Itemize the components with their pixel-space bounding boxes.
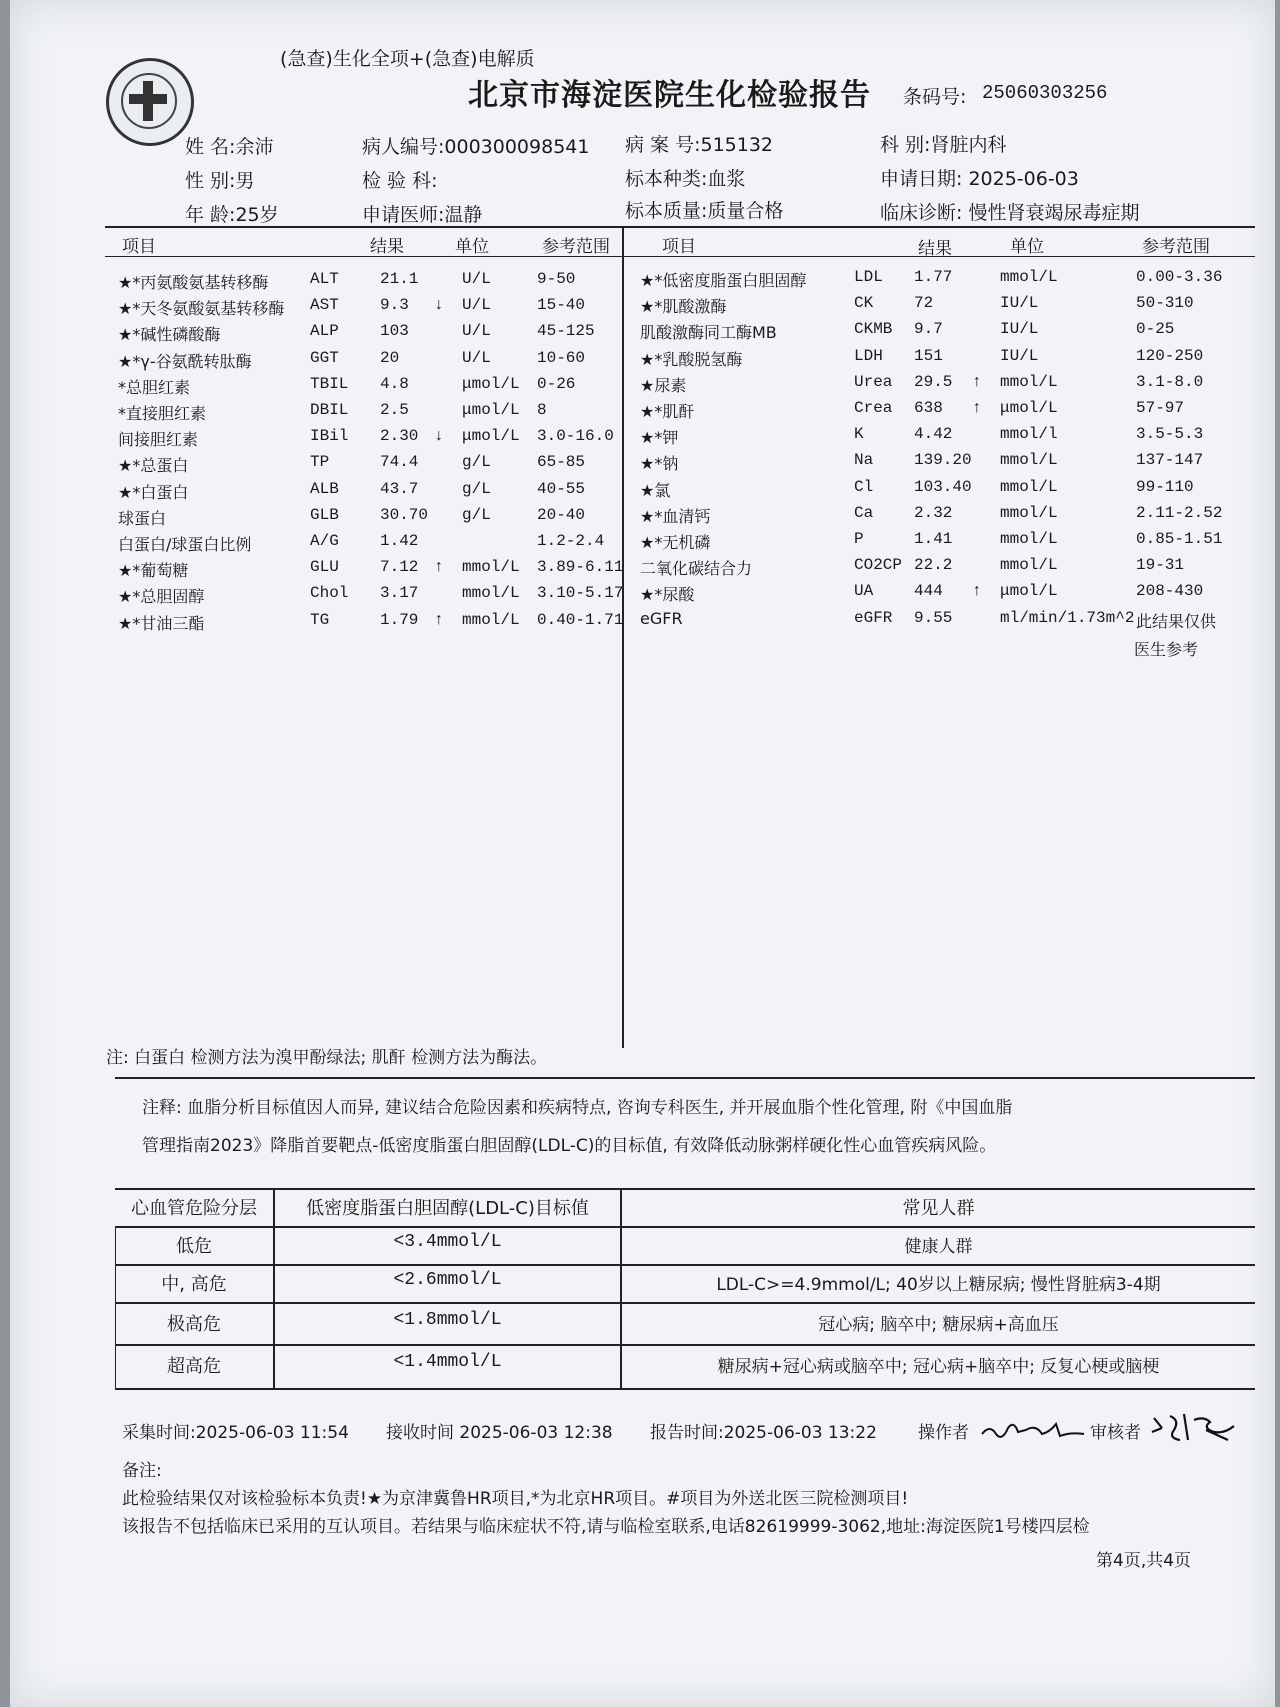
risk-cell: LDL-C>=4.9mmol/L; 40岁以上糖尿病; 慢性肾脏病3-4期 [716,1275,1161,1295]
result-name: ★*碱性磷酸酶 [118,325,221,345]
result-unit: mmol/L [1000,503,1058,522]
col-header-ref-right: 参考范围 [1142,237,1210,257]
result-unit: mmol/L [1000,530,1058,548]
result-name: ★*钠 [640,454,679,474]
col-header-unit-left: 单位 [455,237,489,257]
footer-line1: 此检验结果仅对该检验标本负责!★为京津冀鲁HR项目,*为北京HR项目。#项目为外送北医三院检测项目! [122,1489,909,1509]
result-result: 30.70 [380,505,429,524]
result-unit: μmol/L [462,401,520,419]
result-ref: 3.89-6.11 [537,558,624,577]
result-code: IBil [310,427,349,446]
result-code: TG [310,610,330,629]
result-ref: 137-147 [1136,451,1204,470]
result-code: GLU [310,558,339,577]
result-name: 白蛋白/球蛋白比例 [118,535,252,554]
result-result: 638 [914,399,943,417]
result-ref: 0.00-3.36 [1136,268,1223,286]
reviewer-label: 审核者 [1090,1423,1141,1443]
result-unit: g/L [462,505,491,524]
result-code: CO2CP [854,556,903,575]
result-ref: 0-25 [1136,320,1175,339]
result-code: GGT [310,348,339,367]
result-result: 4.8 [380,374,409,393]
result-result: 139.20 [914,451,972,470]
result-unit: g/L [462,453,491,472]
risk-cell: 低危 [176,1236,212,1257]
risk-header-cell: 低密度脂蛋白胆固醇(LDL-C)目标值 [306,1198,589,1219]
result-result: 1.42 [380,532,419,550]
result-code: LDH [854,346,883,365]
result-code: ALT [310,270,339,288]
result-ref: 9-50 [537,270,576,288]
result-unit: IU/L [1000,294,1039,313]
risk-header-cell: 心血管危险分层 [131,1198,257,1219]
result-ref: 208-430 [1136,582,1204,601]
result-result: 444 [914,582,943,601]
result-ref: 57-97 [1136,399,1185,417]
col-header-item-left: 项目 [122,237,156,257]
patient-name: 姓 名:余沛 [185,136,274,158]
reviewer-signature [1150,1410,1260,1444]
result-result: 1.41 [914,530,953,548]
result-flag: ↑ [434,558,444,577]
result-result: 22.2 [914,556,953,575]
result-result: 9.3 [380,296,409,315]
result-code: Ca [854,503,874,522]
result-flag: ↑ [972,399,982,417]
result-ref: 65-85 [537,453,586,472]
result-flag: ↑ [434,610,444,629]
result-unit: mmol/L [1000,556,1058,575]
result-name: ★*肌酸激酶 [640,297,727,317]
result-result: 1.79 [380,610,419,629]
report-subtitle: (急查)生化全项+(急查)电解质 [280,48,535,70]
result-result: 7.12 [380,558,419,577]
result-unit: U/L [462,270,491,288]
risk-cell: 极高危 [167,1314,221,1335]
result-code: Na [854,451,874,470]
result-name: ★*γ-谷氨酰转肽酶 [118,351,252,371]
risk-cell: <3.4mmol/L [393,1232,502,1252]
result-code: AST [310,296,339,315]
remark-label: 备注: [122,1461,162,1481]
col-header-item-right: 项目 [662,237,696,257]
result-ref: 99-110 [1136,477,1194,496]
risk-header-cell: 常见人群 [902,1198,975,1219]
risk-cell: <1.4mmol/L [393,1352,502,1372]
report-title: 北京市海淀医院生化检验报告 [468,78,871,113]
result-code: TP [310,453,330,472]
result-unit: IU/L [1000,346,1039,365]
patient-number: 病人编号:000300098541 [362,136,590,158]
patient-age: 年 龄:25岁 [185,204,279,226]
barcode-label: 条码号: [903,86,967,108]
risk-cell: <2.6mmol/L [393,1270,502,1290]
risk-cell: 超高危 [167,1356,221,1377]
result-unit: μmol/L [462,427,520,446]
page-number: 第4页,共4页 [1096,1551,1192,1571]
result-result: 9.7 [914,320,943,339]
result-unit: mmol/L [462,558,520,577]
result-name: 间接胆红素 [118,430,199,450]
result-name: ★*天冬氨酸氨基转移酶 [118,299,285,319]
result-name: ★*白蛋白 [118,482,189,502]
requesting-doctor: 申请医师:温静 [362,204,483,226]
note-rule [115,1077,1255,1079]
result-ref: 10-60 [537,348,586,367]
table-top-rule [105,226,1255,228]
barcode-value: 25060303256 [982,82,1108,104]
col-header-result-right: 结果 [918,239,952,259]
result-code: Crea [854,399,893,417]
result-code: ALP [310,322,339,341]
result-name: 球蛋白 [118,508,167,528]
result-flag: ↑ [972,582,982,601]
specimen-type: 标本种类:血浆 [625,168,746,190]
result-ref: 40-55 [537,479,586,498]
result-code: A/G [310,532,339,550]
result-name: ★*无机磷 [640,533,711,552]
clinical-diagnosis: 临床诊断: 慢性肾衰竭尿毒症期 [880,202,1140,224]
result-name: ★*丙氨酸氨基转移酶 [118,273,269,292]
result-ref: 45-125 [537,322,595,341]
risk-cell: 冠心病; 脑卒中; 糖尿病+高血压 [818,1315,1059,1335]
result-unit: U/L [462,322,491,341]
receive-time: 接收时间 2025-06-03 12:38 [386,1423,613,1443]
result-name: 肌酸激酶同工酶MB [640,323,777,343]
result-name: ★氯 [640,480,671,500]
result-name: ★*总蛋白 [118,456,189,476]
result-flag: ↓ [434,296,444,315]
egfr-ref-line2: 医生参考 [1134,640,1199,659]
result-name: *直接胆红素 [118,404,207,423]
result-ref: 3.10-5.17 [537,584,624,603]
result-code: GLB [310,505,339,524]
result-code: Urea [854,372,893,391]
operator-label: 操作者 [918,1423,969,1443]
result-ref: 3.5-5.3 [1136,425,1204,444]
result-unit: mmol/L [462,610,520,629]
result-ref: 3.1-8.0 [1136,372,1204,391]
result-name: *总胆红素 [118,377,191,397]
col-header-ref-left: 参考范围 [542,237,610,257]
collect-time: 采集时间:2025-06-03 11:54 [122,1423,349,1443]
result-unit: U/L [462,296,491,315]
result-unit: IU/L [1000,320,1039,339]
result-result: 2.30 [380,427,419,446]
result-code: ALB [310,479,339,498]
result-name: ★*钾 [640,428,679,448]
result-code: CK [854,294,874,313]
result-result: 9.55 [914,608,953,627]
result-unit: mmol/L [1000,268,1058,286]
result-name: ★*尿酸 [640,585,695,605]
result-code: Chol [310,584,349,603]
result-code: UA [854,582,874,601]
lipid-note-line1: 注释: 血脂分析目标值因人而异, 建议结合危险因素和疾病特点, 咨询专科医生, 并开展血脂个性化管理, 附《中国血脂 [142,1098,1013,1118]
result-name: ★*低密度脂蛋白胆固醇 [640,271,807,290]
result-ref: 1.2-2.4 [537,532,605,550]
result-name: eGFR [640,608,683,628]
result-ref: 0.40-1.71 [537,610,624,629]
apply-date: 申请日期: 2025-06-03 [880,168,1079,190]
specimen-quality: 标本质量:质量合格 [625,200,784,222]
result-unit: ml/min/1.73m^2 [1000,608,1135,627]
result-name: ★*乳酸脱氢酶 [640,349,743,369]
result-name: ★*总胆固醇 [118,587,205,607]
result-result: 21.1 [380,270,419,288]
method-note: 注: 白蛋白 检测方法为溴甲酚绿法; 肌酐 检测方法为酶法。 [106,1048,548,1068]
result-code: TBIL [310,374,349,393]
result-result: 103.40 [914,477,972,496]
operator-signature [978,1416,1090,1444]
risk-cell: <1.8mmol/L [393,1310,502,1330]
report-time: 报告时间:2025-06-03 13:22 [650,1423,877,1443]
result-code: eGFR [854,608,893,627]
test-department: 检 验 科: [362,170,438,192]
result-result: 151 [914,346,943,365]
result-ref: 0-26 [537,374,576,393]
result-result: 74.4 [380,453,419,472]
result-code: DBIL [310,401,349,419]
result-code: Cl [854,477,874,496]
col-header-unit-right: 单位 [1010,237,1044,257]
result-name: ★*血清钙 [640,506,711,526]
result-unit: μmol/L [1000,399,1058,417]
hospital-logo-icon [106,58,194,146]
result-code: P [854,530,864,548]
result-code: CKMB [854,320,893,339]
patient-sex: 性 别:男 [185,170,255,192]
footer-line2: 该报告不包括临床已采用的互认项目。若结果与临床症状不符,请与临检室联系,电话82619999-3062,地址:海淀医院1号楼四层检 [122,1517,1090,1537]
result-ref: 15-40 [537,296,586,315]
result-ref: 3.0-16.0 [537,427,614,446]
result-ref: 2.11-2.52 [1136,503,1223,522]
result-unit: U/L [462,348,491,367]
result-unit: mmol/l [1000,425,1058,444]
result-flag: ↓ [434,427,444,446]
result-name: 二氧化碳结合力 [640,559,753,579]
result-unit: mmol/L [1000,477,1058,496]
result-flag: ↑ [972,372,982,391]
result-code: LDL [854,268,883,286]
case-number: 病 案 号:515132 [625,134,774,156]
result-name: ★尿素 [640,375,687,395]
result-unit: μmol/L [1000,582,1058,601]
result-unit: μmol/L [462,374,520,393]
result-result: 103 [380,322,409,341]
result-result: 29.5 [914,372,953,391]
result-name: ★*葡萄糖 [118,561,189,581]
result-result: 2.5 [380,401,409,419]
result-ref: 20-40 [537,505,586,524]
result-ref: 19-31 [1136,556,1185,575]
result-ref: 50-310 [1136,294,1194,313]
risk-cell: 中, 高危 [161,1274,227,1295]
table-center-divider [622,226,624,1048]
result-result: 3.17 [380,584,419,603]
result-result: 4.42 [914,425,953,444]
result-ref: 此结果仅供 [1136,613,1217,632]
report-paper [10,0,1275,1707]
col-header-result-left: 结果 [370,237,404,257]
risk-cell: 糖尿病+冠心病或脑卒中; 冠心病+脑卒中; 反复心梗或脑梗 [717,1357,1160,1377]
result-code: K [854,425,864,444]
result-result: 20 [380,348,400,367]
result-result: 2.32 [914,503,953,522]
result-result: 72 [914,294,934,313]
result-name: ★*甘油三酯 [118,613,205,633]
result-result: 43.7 [380,479,419,498]
result-unit: g/L [462,479,491,498]
result-unit: mmol/L [1000,372,1058,391]
result-ref: 8 [537,401,547,419]
risk-cell: 健康人群 [904,1237,973,1257]
result-unit: mmol/L [462,584,520,603]
result-unit: mmol/L [1000,451,1058,470]
result-result: 1.77 [914,268,953,286]
department: 科 别:肾脏内科 [880,134,1007,156]
result-name: ★*肌酐 [640,402,695,421]
lipid-note-line2: 管理指南2023》降脂首要靶点-低密度脂蛋白胆固醇(LDL-C)的目标值, 有效降低动脉粥样硬化性心血管疾病风险。 [142,1136,997,1156]
result-ref: 120-250 [1136,346,1204,365]
result-ref: 0.85-1.51 [1136,530,1223,548]
